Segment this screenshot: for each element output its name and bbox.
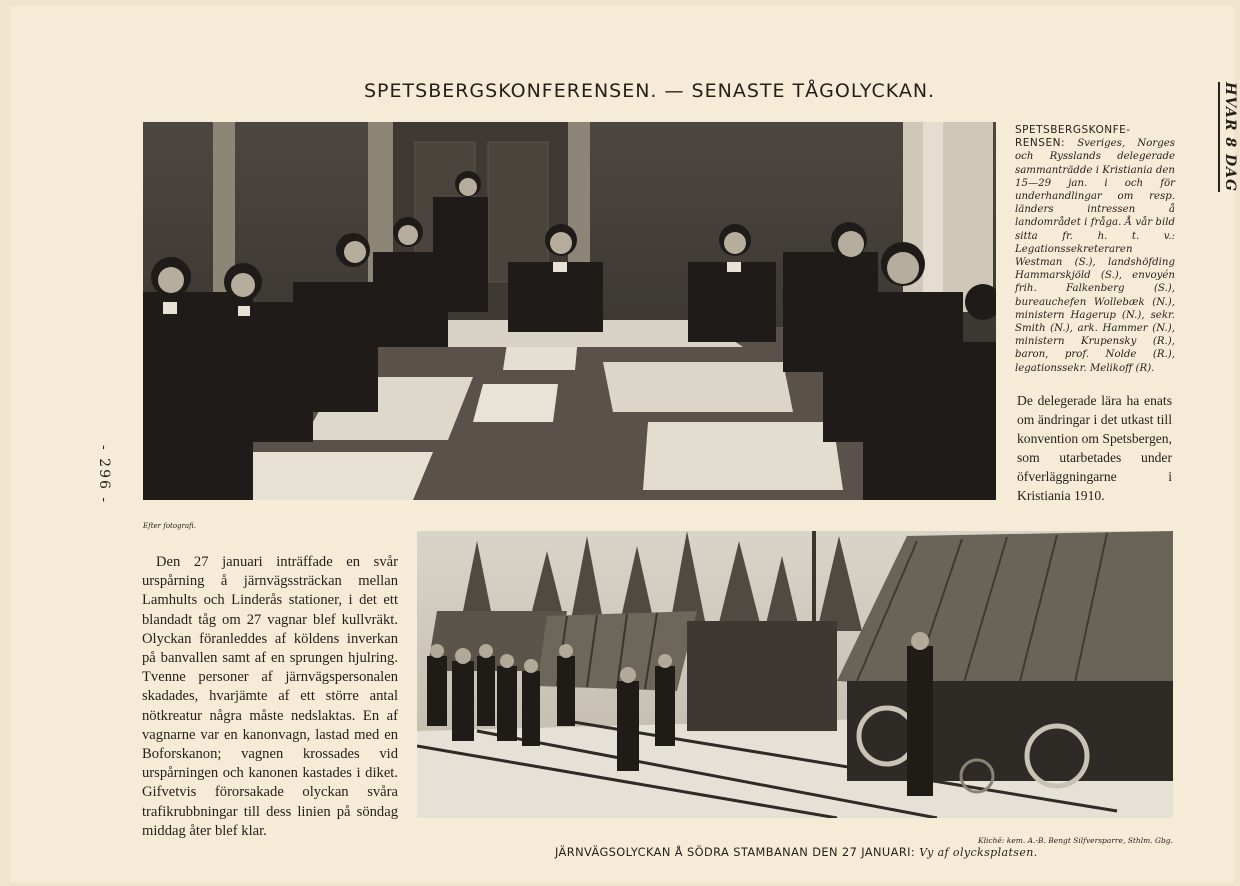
accident-caption: [555, 845, 1038, 859]
conference-caption-text: Sveriges, Norges och Rysslands delegerade sammanträdde i Kristiania den 15—29 jan. i och för underhandlingar om resp. länders intressen å landområdet i fråga. Å vår bild sitta fr. h. t. v.: Legationssekreteraren Westman (S.), landshöfding Hammarskjöld (S.), envoyén frih. Falkenberg (S.), bureauchefen Wollebæk (N.), ministern Hagerup (N.), sekr. Smith (N.), ark. Hammer (N.), ministern Krupensky (R.), baron, prof. Nolde (R.), legationssekr. Melikoff (R).: [1015, 138, 1175, 374]
conference-caption-lead: SPETSBERGSKONFE-RENSEN:: [1015, 124, 1131, 150]
accident-caption-italic: Vy af olycksplatsen.: [919, 846, 1038, 859]
photo-credit-top: Efter fotografi.: [143, 522, 196, 530]
accident-article: Den 27 januari inträffade en svår urspårning å järnvägssträckan mellan Lamhults och Linderås stationer, i det ett blandadt tåg om 27 vagnar blef kullvräkt. Olyckan föranleddes af köldens inverkan på banvallen samt af en sprungen hjulring. Tvenne personer af järnvägspersonalen skadades, hvarjämte af ett större antal nötkreatur några måste nedslaktas. En af vagnarne var en kanonvagn, lastad med en Boforskanon; vagnen krossades vid urspårningen och kanonen kastades i diket. Gifvetvis förorsakade olyckan svåra trafikrubbningar till dess linien på söndag middag åter blef klar.: [142, 554, 398, 839]
conference-photo: [143, 122, 996, 500]
magazine-title-vertical: HVAR 8 DAG: [1218, 82, 1238, 192]
conference-note: De delegerade lära ha enats om ändringar i det utkast till konvention om Spetsbergen, som utarbetades under öfverläggningarne i Kristiania 1910.: [1017, 393, 1172, 503]
photo-credit-bottom: Klichē: kem. A.-B. Bengt Silfversparre, Sthlm. Gbg.: [978, 836, 1173, 845]
conference-caption: [1015, 124, 1175, 375]
accident-caption-main: JÄRNVÄGSOLYCKAN Å SÖDRA STAMBANAN DEN 27 JANUARI:: [555, 845, 916, 859]
page-headline: SPETSBERGSKONFERENSEN. — SENASTE TÅGOLYCKAN.: [364, 80, 936, 102]
page-number: - 296 -: [96, 445, 112, 505]
train-accident-photo: [417, 531, 1173, 818]
